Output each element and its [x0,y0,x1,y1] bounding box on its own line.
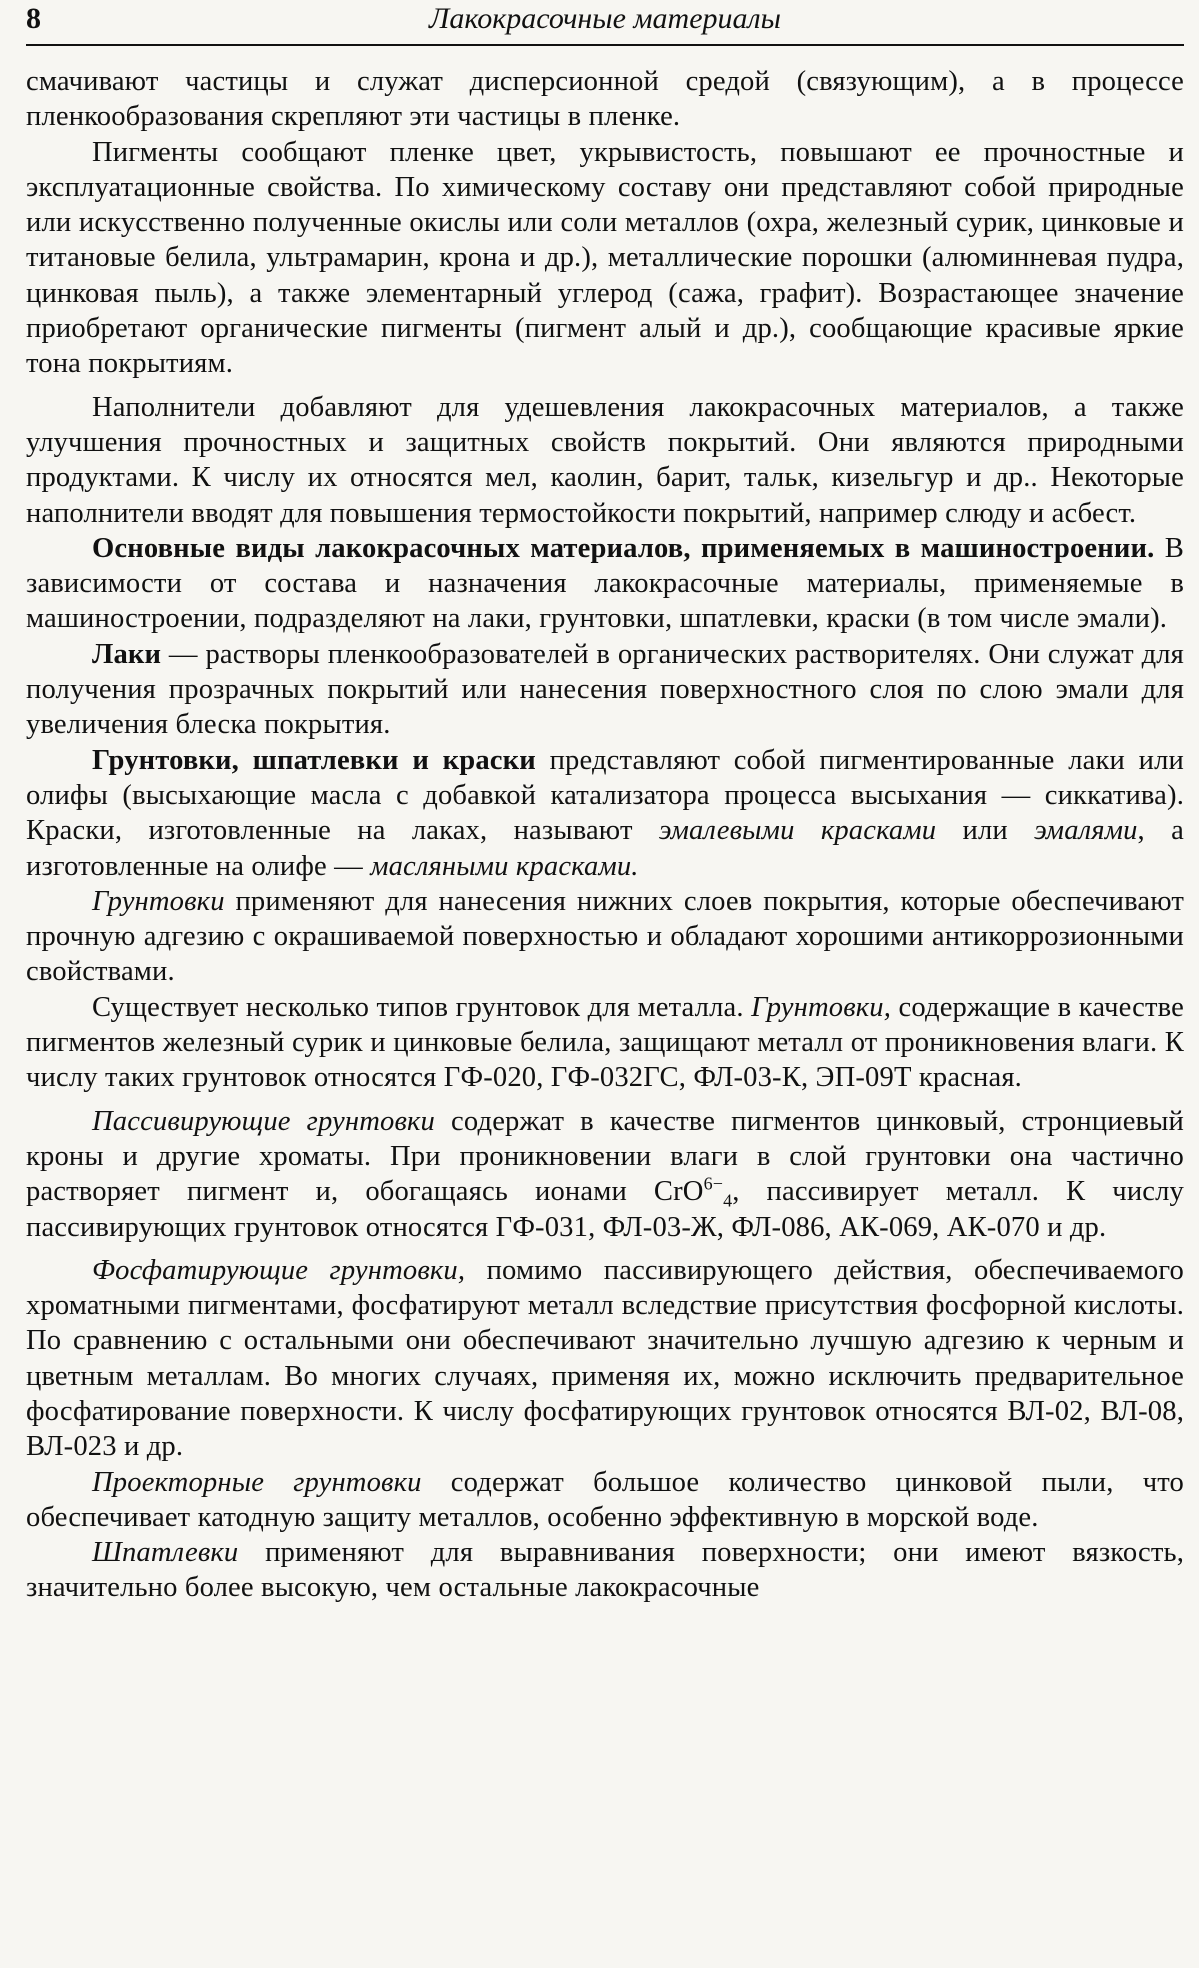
chromate-charge: 6− [703,1173,724,1194]
primers-putties-text-3: , а изготовленные на олифе — [26,815,1184,882]
primers-text: применяют для нанесения нижних слоев покрытия, которые обеспечивают прочную адгезию с окрашиваемой поверхностью и обладают хорошими антикоррозионными свойствами. [26,885,1184,988]
protector-text: содержат большое количество цинковой пыли, что обеспечивает катодную защиту металлов, особенно эффективную в морской воде. [26,1466,1184,1533]
term-enamel-paints: эмалевыми красками [658,815,937,847]
primer-types-text-1: Существует несколько типов грунтовок для металла. [92,991,752,1023]
main-types-text: В зависимости от состава и назначения лакокрасочные материалы, применяемые в машиностроении, подразделяют на лаки, грунтовки, шпатлевки, краски (в том числе эмали). [26,532,1184,635]
paragraph-binders-continuation: смачивают частицы и служат дисперсионной средой (связующим), а в процессе пленкообразования скрепляют эти частицы в пленке. [26,66,1184,133]
term-primers: Грунтовки [92,885,225,917]
term-passivating-primers: Пассивирующие грунтовки [92,1105,435,1137]
term-phosphating-primers: Фосфатирующие грунтовки, [92,1254,466,1286]
paragraph-putties [26,1535,1184,1606]
paragraph-primer-types [26,990,1184,1096]
page-number: 8 [26,2,41,35]
paragraph-main-types [26,531,1184,637]
running-head [26,0,1184,46]
book-page [26,0,1184,1968]
term-oil-paints: масляными красками. [370,850,639,882]
term-putties: Шпатлевки [92,1537,239,1569]
paragraph-lacquers [26,637,1184,743]
term-primers-2: Грунтовки, [751,991,892,1023]
body-text [26,64,1184,1606]
phosphating-text: помимо пассивирующего действия, обеспечиваемого хроматными пигментами, фосфатируют металл вследствие присутствия фосфорной кислоты. По сравнению с остальными они обеспечивают значительно лучшую адгезию к черным и цветным металлам. Во многих случаях, применяя их, можно исключить предварительное фосфатирование поверхности. К числу фосфатирующих грунтовок относятся ВЛ-02, ВЛ-08, ВЛ-023 и др. [26,1254,1184,1463]
term-protector-primers: Проекторные грунтовки [92,1466,422,1498]
paragraph-passivating-primers [26,1104,1184,1245]
lacquers-text: — растворы пленкообразователей в органических растворителях. Они служат для получения прозрачных покрытий или нанесения поверхностного слоя по слою эмали для увеличения блеска покрытия. [26,638,1184,741]
paragraph-fillers: Наполнители добавляют для удешевления лакокрасочных материалов, а также улучшения прочностных и защитных свойств покрытий. Они являются природными продуктами. К числу их относятся мел, каолин, барит, тальк, кизельгур и др.. Некоторые наполнители вводят для повышения термостойкости покрытий, например слюду и асбест. [26,391,1184,529]
passivating-text-1: содержат в качестве пигментов цинковый, стронциевый кроны и другие хроматы. При проникновении влаги в слой грунтовки она частично растворяет пигмент и, обогащаясь ионами CrO [26,1105,1184,1208]
running-title: Лакокрасочные материалы [429,2,781,35]
heading-main-types: Основные виды лакокрасочных материалов, применяемых в машиностроении. [92,532,1155,564]
paragraph-phosphating-primers [26,1253,1184,1465]
paragraph-protector-primers [26,1465,1184,1536]
paragraph-primers [26,884,1184,990]
paragraph-primers-putties-paints [26,743,1184,884]
putties-text: применяют для выравнивания поверхности; они имеют вязкость, значительно более высокую, чем остальные лакокрасочные [26,1537,1184,1604]
primers-putties-text-2: или [936,815,1035,847]
paragraph-pigments: Пигменты сообщают пленке цвет, укрывистость, повышают ее прочностные и эксплуатационные свойства. По химическому составу они представляют собой природные или искусственно полученные окислы или соли металлов (охра, железный сурик, цинковые и титановые белила, ультрамарин, крона и др.), металлические порошки (алюминневая пудра, цинковая пыль), а также элементарный углерод (сажа, графит). Возрастающее значение приобретают органические пигменты (пигмент алый и др.), сообщающие красивые яркие тона покрытиям. [26,136,1184,380]
passivating-text-2: , пассивирует металл. К числу пассивирующих грунтовок относятся ГФ-031, ФЛ-03-Ж, ФЛ-086, АК-069, АК-070 и др. [26,1176,1184,1243]
primers-putties-text-1: представляют собой пигментированные лаки или олифы (высыхающие масла с добавкой катализатора процесса высыхания — сиккатива). Краски, изготовленные на лаках, называют [26,744,1184,847]
term-enamels: эмалями [1034,815,1138,847]
chromate-index: 4 [723,1190,733,1211]
term-lacquers: Лаки [92,638,162,670]
term-primers-putties-paints: Грунтовки, шпатлевки и краски [92,744,536,776]
primer-types-text-2: содержащие в качестве пигментов железный сурик и цинковые белила, защищают металл от проникновения влаги. К числу таких грунтовок относятся ГФ-020, ГФ-032ГС, ФЛ-03-К, ЭП-09Т красная. [26,991,1184,1094]
